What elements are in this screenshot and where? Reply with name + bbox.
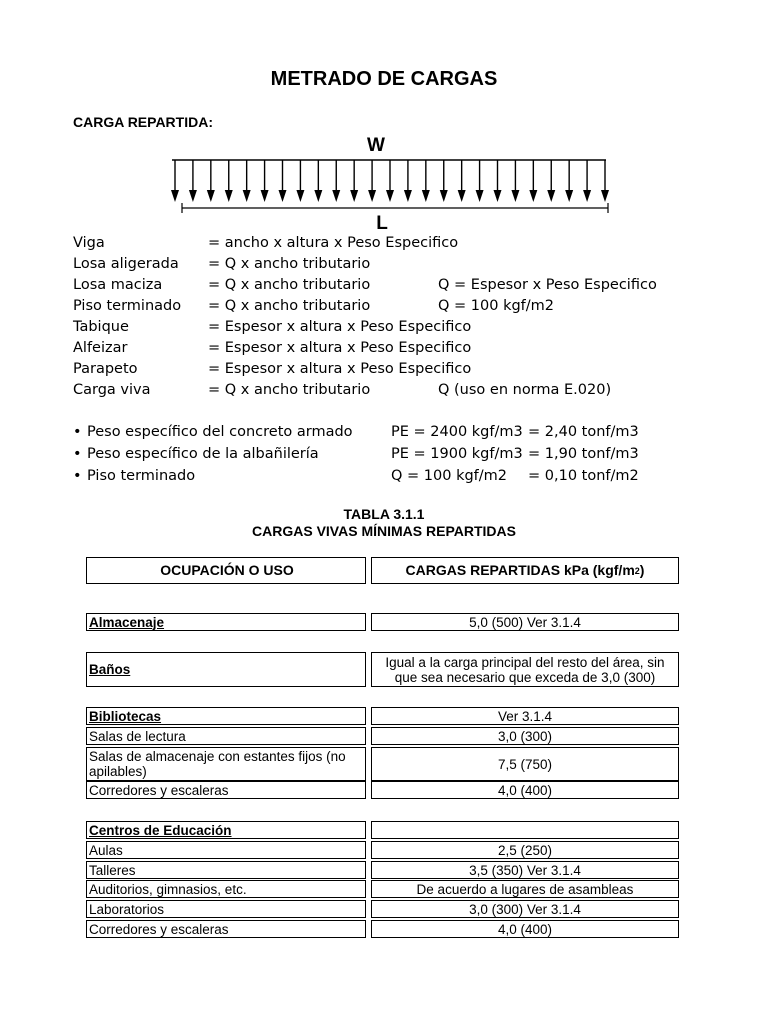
header-right: CARGAS REPARTIDAS kPa (kgf/m 2 )	[371, 557, 679, 584]
formula-item: Parapeto	[73, 361, 138, 377]
table-cell-use: Corredores y escaleras	[86, 781, 366, 799]
table-caption: TABLA 3.1.1	[343, 506, 425, 522]
formula-expr: = Q x ancho tributario	[208, 298, 371, 314]
table-cell-use: Talleres	[86, 861, 366, 879]
table-cell-load: 7,5 (750)	[371, 747, 679, 781]
table-cell-use: Corredores y escaleras	[86, 920, 366, 938]
formula-item: Alfeizar	[73, 340, 128, 356]
table-cell-load: 4,0 (400)	[371, 781, 679, 799]
table-cell-use: Baños	[86, 652, 366, 687]
table-cell-use: Salas de lectura	[86, 727, 366, 745]
table-cell-load	[371, 821, 679, 839]
bullet-value: PE = 2400 kgf/m3	[391, 424, 523, 440]
load-arrow	[279, 160, 287, 202]
table-subcaption: CARGAS VIVAS MÍNIMAS REPARTIDAS	[252, 523, 516, 539]
formula-expr: = Q x ancho tributario	[208, 382, 371, 398]
load-arrow	[494, 160, 502, 202]
bullet-value: Q = 100 kgf/m2	[391, 468, 508, 484]
formula-note: Q (uso en norma E.020)	[438, 382, 612, 398]
bullet-mark: •	[73, 468, 82, 484]
formula-note: Q = Espesor x Peso Especifico	[438, 277, 657, 293]
bullet-item	[73, 421, 713, 443]
bullet-mark: •	[73, 424, 82, 440]
bullet-label: Piso terminado	[87, 468, 196, 484]
table-cell-load: 4,0 (400)	[371, 920, 679, 938]
load-arrow	[261, 160, 269, 202]
formula-item: Carga viva	[73, 382, 151, 398]
formula-expr: = Espesor x altura x Peso Especifico	[208, 340, 472, 356]
formula-expr: = Q x ancho tributario	[208, 277, 371, 293]
page-title: METRADO DE CARGAS	[270, 68, 498, 90]
table-cell-load: 5,0 (500) Ver 3.1.4	[371, 613, 679, 631]
table-cell-load: Igual a la carga principal del resto del área, sin que sea necesario que exceda de 3,0 (300)	[371, 652, 679, 687]
formula-expr: = Espesor x altura x Peso Especifico	[208, 319, 472, 335]
distributed-load-diagram	[160, 132, 620, 232]
load-arrow	[440, 160, 448, 202]
table-cell-use: Auditorios, gimnasios, etc.	[86, 880, 366, 898]
table-cell-use: Bibliotecas	[86, 707, 366, 725]
formula-expr: = Q x ancho tributario	[208, 256, 371, 272]
table-cell-load: 3,0 (300)	[371, 727, 679, 745]
load-arrow	[547, 160, 555, 202]
span-label: L	[376, 213, 388, 232]
table-cell-use: Laboratorios	[86, 900, 366, 918]
load-arrow	[601, 160, 609, 202]
formula-expr: = ancho x altura x Peso Especifico	[208, 235, 459, 251]
section-heading: CARGA REPARTIDA:	[73, 114, 213, 130]
table-cell-load: 3,5 (350) Ver 3.1.4	[371, 861, 679, 879]
header-right-tail: )	[639, 562, 645, 578]
formula-item: Tabique	[73, 319, 129, 335]
load-arrow	[422, 160, 430, 202]
bullet-item	[73, 443, 713, 465]
bullet-label: Peso específico del concreto armado	[87, 424, 353, 440]
formula-item: Losa aligerada	[73, 256, 179, 272]
load-arrow	[386, 160, 394, 202]
table-cell-load: 2,5 (250)	[371, 841, 679, 859]
table-cell-use: Almacenaje	[86, 613, 366, 631]
load-arrows	[171, 160, 609, 202]
load-arrow	[458, 160, 466, 202]
table-cell-use: Centros de Educación	[86, 821, 366, 839]
formula-note: Q = 100 kgf/m2	[438, 298, 555, 314]
formula-item: Viga	[73, 235, 105, 251]
bullet-mark: •	[73, 446, 82, 462]
formula-item: Losa maciza	[73, 277, 163, 293]
load-arrow	[243, 160, 251, 202]
formula-item: Piso terminado	[73, 298, 182, 314]
load-arrow	[225, 160, 233, 202]
header-right-text: CARGAS REPARTIDAS kPa (kgf/m	[405, 562, 635, 578]
load-arrow	[296, 160, 304, 202]
bullet-label: Peso específico de la albañilería	[87, 446, 319, 462]
table-cell-load: 3,0 (300) Ver 3.1.4	[371, 900, 679, 918]
load-arrow	[511, 160, 519, 202]
bullet-converted: = 2,40 tonf/m3	[528, 424, 639, 440]
load-arrow	[207, 160, 215, 202]
load-arrow	[583, 160, 591, 202]
load-arrow	[529, 160, 537, 202]
bullet-converted: = 1,90 tonf/m3	[528, 446, 639, 462]
load-arrow	[368, 160, 376, 202]
formula-expr: = Espesor x altura x Peso Especifico	[208, 361, 472, 377]
load-arrow	[332, 160, 340, 202]
load-arrow	[171, 160, 179, 202]
table-cell-load: De acuerdo a lugares de asambleas	[371, 880, 679, 898]
bullet-value: PE = 1900 kgf/m3	[391, 446, 523, 462]
load-arrow	[189, 160, 197, 202]
load-arrow	[565, 160, 573, 202]
load-label: W	[367, 135, 385, 156]
load-arrow	[314, 160, 322, 202]
load-arrow	[404, 160, 412, 202]
load-arrow	[350, 160, 358, 202]
table-cell-load: Ver 3.1.4	[371, 707, 679, 725]
header-left: OCUPACIÓN O USO	[86, 557, 366, 584]
table-cell-use: Aulas	[86, 841, 366, 859]
table-cell-use: Salas de almacenaje con estantes fijos (no apilables)	[86, 747, 366, 781]
load-arrow	[476, 160, 484, 202]
bullet-converted: = 0,10 tonf/m2	[528, 468, 639, 484]
bullet-item	[73, 465, 713, 487]
